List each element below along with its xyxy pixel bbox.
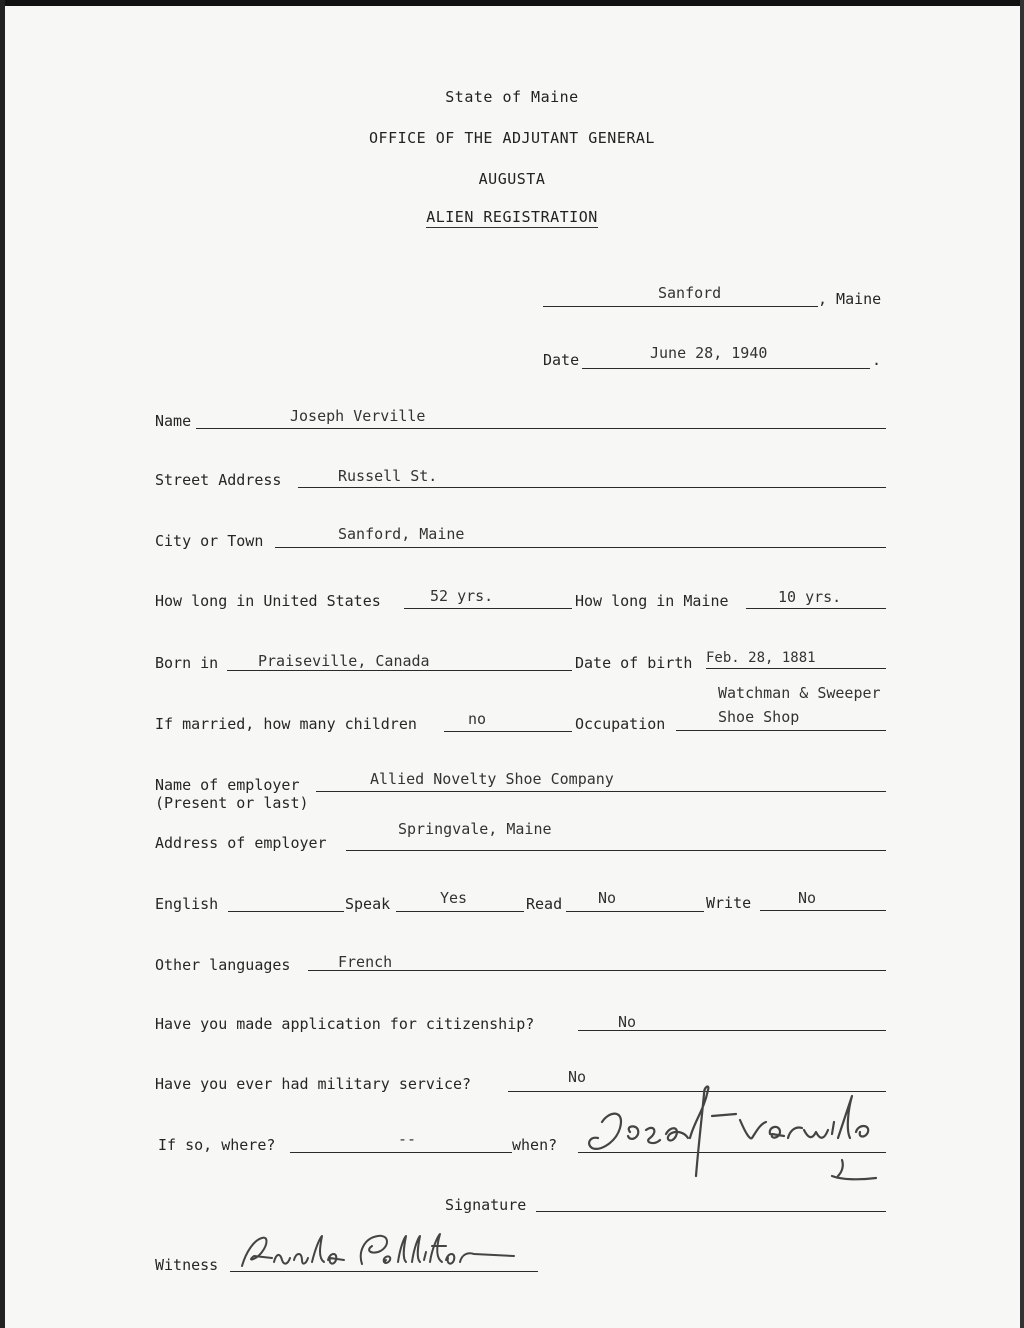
name-label: Name bbox=[155, 412, 192, 430]
occupation-value-line1: Watchman & Sweeper bbox=[718, 684, 881, 702]
date-label: Date bbox=[543, 351, 580, 369]
header-title bbox=[0, 208, 1024, 226]
military-label: Have you ever had military service? bbox=[155, 1075, 472, 1093]
header-office: OFFICE OF THE ADJUTANT GENERAL bbox=[369, 129, 655, 147]
street-address-value: Russell St. bbox=[338, 467, 438, 485]
date-of-birth-value: Feb. 28, 1881 bbox=[706, 650, 816, 666]
born-in-label: Born in bbox=[155, 654, 219, 672]
how-long-us-label: How long in United States bbox=[155, 592, 381, 610]
english-line bbox=[228, 911, 344, 912]
date-of-birth-line bbox=[706, 668, 886, 669]
children-value: no bbox=[468, 710, 487, 728]
employer-address-label: Address of employer bbox=[155, 834, 327, 852]
when-label: when? bbox=[512, 1136, 558, 1154]
write-label: Write bbox=[706, 894, 752, 912]
write-line bbox=[760, 910, 886, 911]
date-of-birth-label: Date of birth bbox=[575, 654, 693, 672]
witness-label: Witness bbox=[155, 1256, 219, 1274]
english-label: English bbox=[155, 895, 219, 913]
city-line bbox=[275, 547, 886, 548]
employer-line bbox=[316, 791, 886, 792]
signature-label: Signature bbox=[445, 1196, 527, 1214]
date-line bbox=[582, 368, 870, 369]
children-line bbox=[444, 731, 572, 732]
write-value: No bbox=[798, 889, 817, 907]
name-value: Joseph Verville bbox=[290, 407, 426, 425]
applicant-signature-image bbox=[580, 1080, 880, 1190]
speak-line bbox=[396, 911, 524, 912]
scan-edge-top bbox=[0, 0, 1024, 6]
speak-value: Yes bbox=[440, 889, 468, 907]
occupation-value-line2: Shoe Shop bbox=[718, 708, 800, 726]
header-state: State of Maine bbox=[445, 88, 579, 106]
scan-edge-left bbox=[0, 0, 5, 1328]
how-long-us-line bbox=[404, 608, 572, 609]
other-languages-value: French bbox=[338, 953, 393, 971]
place-town: Sanford bbox=[658, 284, 722, 302]
how-long-maine-label: How long in Maine bbox=[575, 592, 729, 610]
employer-address-value: Springvale, Maine bbox=[398, 820, 552, 838]
citizenship-label: Have you made application for citizenship? bbox=[155, 1015, 535, 1033]
employer-sublabel: (Present or last) bbox=[155, 794, 309, 812]
scan-edge-right bbox=[1020, 0, 1024, 1328]
signature-line bbox=[536, 1211, 886, 1212]
read-value: No bbox=[598, 889, 617, 907]
how-long-maine-line bbox=[746, 608, 886, 609]
how-long-us-value: 52 yrs. bbox=[430, 587, 494, 605]
city-value: Sanford, Maine bbox=[338, 525, 465, 543]
other-languages-label: Other languages bbox=[155, 956, 291, 974]
where-label: If so, where? bbox=[158, 1136, 276, 1154]
read-label: Read bbox=[526, 895, 563, 913]
name-line bbox=[196, 428, 886, 429]
header-title-text: ALIEN REGISTRATION bbox=[426, 208, 598, 226]
employer-value: Allied Novelty Shoe Company bbox=[370, 770, 614, 788]
date-end: . bbox=[872, 351, 882, 369]
other-languages-line bbox=[308, 970, 886, 971]
read-line bbox=[566, 911, 704, 912]
how-long-maine-value: 10 yrs. bbox=[778, 588, 842, 606]
where-line bbox=[290, 1152, 512, 1153]
witness-signature-image bbox=[232, 1222, 532, 1282]
employer-label: Name of employer bbox=[155, 776, 300, 794]
place-suffix: , Maine bbox=[818, 290, 882, 308]
born-in-value: Praiseville, Canada bbox=[258, 652, 430, 670]
military-value: No bbox=[568, 1068, 587, 1086]
children-label: If married, how many children bbox=[155, 715, 417, 733]
speak-label: Speak bbox=[345, 895, 391, 913]
citizenship-value: No bbox=[618, 1013, 637, 1031]
employer-address-line bbox=[346, 850, 886, 851]
street-address-line bbox=[298, 487, 886, 488]
born-in-line bbox=[227, 670, 572, 671]
date-value: June 28, 1940 bbox=[650, 344, 768, 362]
occupation-line bbox=[676, 730, 886, 731]
place-line bbox=[543, 306, 818, 307]
header-city: AUGUSTA bbox=[478, 170, 546, 188]
occupation-label: Occupation bbox=[575, 715, 666, 733]
street-address-label: Street Address bbox=[155, 471, 282, 489]
city-label: City or Town bbox=[155, 532, 264, 550]
citizenship-line bbox=[578, 1030, 886, 1031]
where-value: -- bbox=[398, 1130, 417, 1148]
